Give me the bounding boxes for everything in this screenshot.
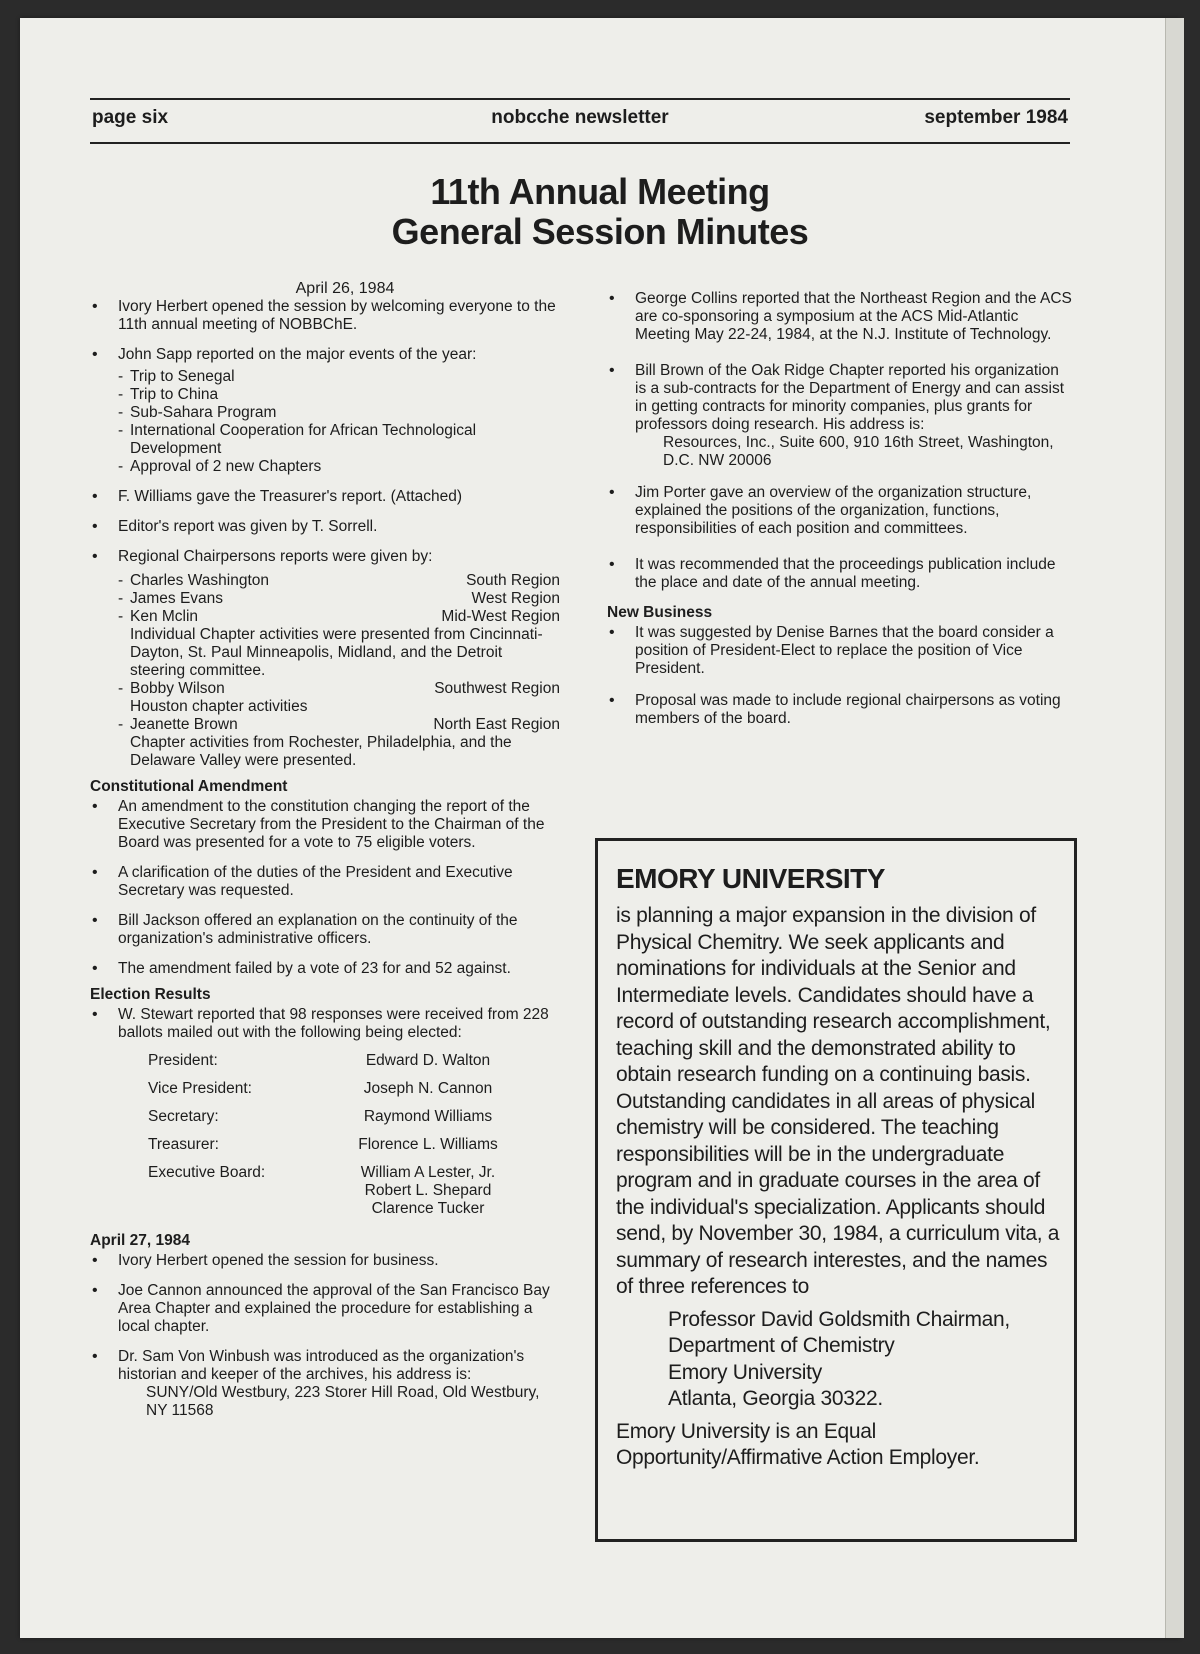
issue-date: september 1984 [924, 107, 1068, 128]
list-item: • It was recommended that the proceedings publication include the place and date of the annual meeting. [607, 556, 1072, 592]
ad-text: is planning a major expansion in the division of Physical Chemitry. We seek applicants and nominations for individuals at the Senior and Intermediate levels. Candidates should have a record of outstanding research accomplishment, teaching skill and the demonstrated ability to obtain research funding on a continuing basis. Outstanding candidates in all areas of physical chemistry will be considered. The teaching responsibilities will be in the undergraduate program and in graduate courses in the area of the individual's specialization. Applicants should send, by November 30, 1984, a curriculum vita, a summary of research interestes, and the names of three references to [616, 904, 1060, 1298]
officer-role: Treasurer: [148, 1136, 219, 1153]
list-item: • Proposal was made to include regional chairpersons as voting members of the board. [607, 692, 1072, 728]
list-item: • Bill Brown of the Oak Ridge Chapter reported his organization is a sub-contracts for the Department of Energy and can assist in getting contracts for minority companies, plus grants for professors doing research. His address is: [607, 362, 1072, 434]
chair-note: Individual Chapter activities were presented from Cincinnati-Dayton, St. Paul Minneapolis, Midland, and the Detroit steering committee. [130, 626, 543, 679]
chair-row [118, 590, 560, 608]
chair-row [118, 608, 560, 626]
left-column [90, 280, 560, 1420]
officer-role: Secretary: [148, 1108, 219, 1125]
article-title-line1: 11th Annual Meeting [430, 171, 770, 212]
chair-name: - Bobby Wilson [130, 680, 225, 697]
chair-name: - James Evans [130, 590, 224, 607]
list-item: • Editor's report was given by T. Sorrell. [90, 518, 560, 536]
list-item: • Ivory Herbert opened the session for business. [90, 1252, 560, 1270]
list-item: • An amendment to the constitution changing the report of the Executive Secretary from the President to the Chairman of the Board was presented for a vote to 75 eligible voters. [90, 798, 560, 852]
meeting-date-2: April 27, 1984 [90, 1232, 190, 1249]
chair-row [118, 572, 560, 590]
resources-address: Resources, Inc., Suite 600, 910 16th Street, Washington, D.C. NW 20006 [663, 434, 1054, 469]
page-header [90, 98, 1070, 144]
chair-region: Mid-West Region [441, 608, 560, 625]
list-item: • Dr. Sam Von Winbush was introduced as the organization's historian and keeper of the archives, his address is: [90, 1348, 560, 1384]
ad-address-line: Department of Chemistry [668, 1334, 895, 1357]
events-list [90, 368, 560, 476]
list-item: • George Collins reported that the Northeast Region and the ACS are co-sponsoring a symposium at the ACS Mid-Atlantic Meeting May 22-24, 1984, at the N.J. Institute of Technology. [607, 290, 1072, 344]
list-item: • W. Stewart reported that 98 responses were received from 228 ballots mailed out with the following being elected: [90, 1006, 560, 1042]
officer-name: William A Lester, Jr. Robert L. Shepard Clarence Tucker [360, 1164, 496, 1217]
ad-address [616, 1307, 1066, 1413]
historian-address: SUNY/Old Westbury, 223 Storer Hill Road, Old Westbury, NY 11568 [146, 1384, 540, 1419]
section-heading: Election Results [90, 986, 211, 1003]
chair-region: South Region [466, 572, 560, 589]
list-item: • Regional Chairpersons reports were given by: [90, 548, 560, 566]
chair-row [118, 680, 560, 698]
chair-region: North East Region [433, 716, 560, 733]
list-item: • It was suggested by Denise Barnes that the board consider a position of President-Elect to replace the position of Vice President. [607, 624, 1072, 678]
chair-region: West Region [471, 590, 560, 607]
event-item: - Trip to Senegal [118, 368, 560, 386]
ad-title: EMORY UNIVERSITY [616, 863, 885, 894]
chair-name: - Ken Mclin [130, 608, 199, 625]
emory-ad [595, 838, 1077, 1542]
officer-name: Joseph N. Cannon [363, 1080, 493, 1097]
officer-role: Vice President: [148, 1080, 252, 1097]
ad-address-line: Professor David Goldsmith Chairman, [668, 1307, 1010, 1331]
officer-role: President: [148, 1052, 218, 1069]
officer-name: Edward D. Walton [365, 1052, 491, 1069]
article-title-line2: General Session Minutes [391, 211, 809, 252]
right-column [607, 290, 1072, 740]
list-item: • A clarification of the duties of the President and Executive Secretary was requested. [90, 864, 560, 900]
chairs-list [90, 572, 560, 770]
list-item: • Ivory Herbert opened the session by welcoming everyone to the 11th annual meeting of NOBBChE. [90, 298, 560, 334]
chair-note: Houston chapter activities [130, 698, 308, 715]
officer-role: Executive Board: [148, 1164, 266, 1181]
page-number: page six [92, 107, 169, 128]
event-item: - Approval of 2 new Chapters [118, 458, 560, 476]
ad-footer: Emory University is an Equal Opportunity/Affirmative Action Employer. [616, 1419, 980, 1469]
officer-name: Raymond Williams [363, 1108, 493, 1125]
chair-row [118, 716, 560, 734]
event-item: - Sub-Sahara Program [118, 404, 560, 422]
chair-region: Southwest Region [434, 680, 560, 697]
list-item: • The amendment failed by a vote of 23 for and 52 against. [90, 960, 560, 978]
event-item: - International Cooperation for African Technological Development [118, 422, 560, 458]
section-heading: Constitutional Amendment [90, 778, 288, 795]
chair-name: - Charles Washington [130, 572, 269, 589]
page-edge [1165, 18, 1184, 1638]
ad-address-line: Emory University [668, 1360, 822, 1384]
ad-body [616, 903, 1066, 1472]
list-item: • F. Williams gave the Treasurer's report. (Attached) [90, 488, 560, 506]
meeting-date-1: April 26, 1984 [295, 280, 395, 297]
ad-address-line: Atlanta, Georgia 30322. [668, 1387, 883, 1410]
list-item: • Bill Jackson offered an explanation on the continuity of the organization's administrative officers. [90, 912, 560, 948]
officer-name: Florence L. Williams [358, 1136, 498, 1153]
list-item: • Jim Porter gave an overview of the organization structure, explained the positions of the organization, functions, responsibilities of each position and committees. [607, 484, 1072, 538]
section-heading: New Business [607, 604, 713, 621]
chair-name: - Jeanette Brown [130, 716, 238, 733]
list-item: • John Sapp reported on the major events of the year: [90, 346, 560, 364]
event-item: - Trip to China [118, 386, 560, 404]
chair-note: Chapter activities from Rochester, Philadelphia, and the Delaware Valley were presented. [130, 734, 512, 769]
newsletter-name: nobcche newsletter [491, 107, 669, 128]
list-item: • Joe Cannon announced the approval of the San Francisco Bay Area Chapter and explained the procedure for establishing a local chapter. [90, 1282, 560, 1336]
officers-table [148, 1052, 560, 1218]
